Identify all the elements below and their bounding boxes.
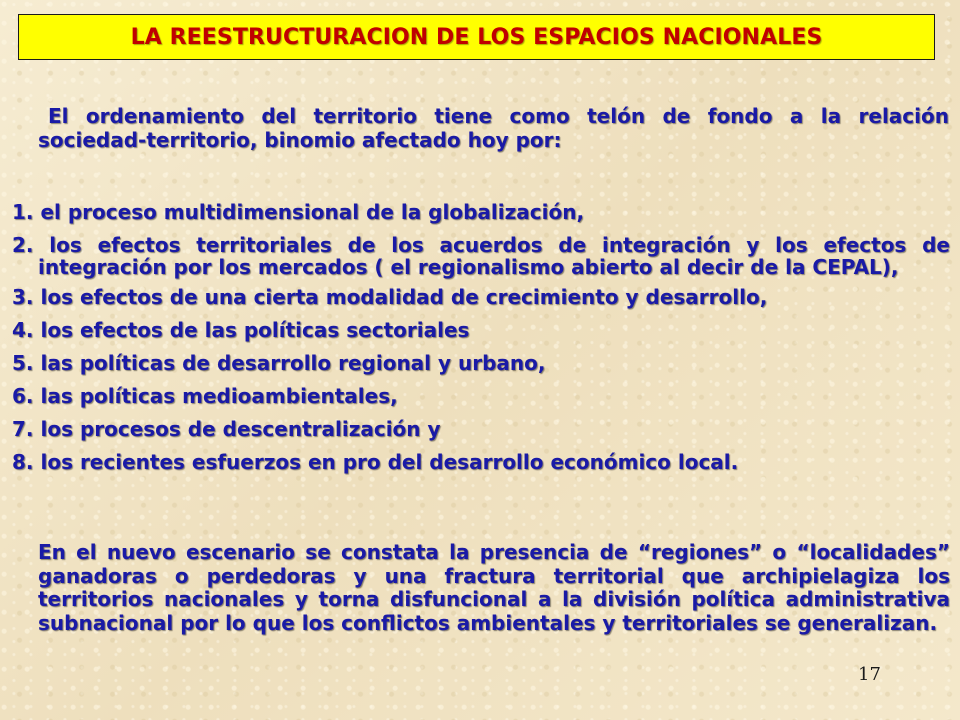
title-banner	[18, 14, 935, 60]
list-item: 3. los efectos de una cierta modalidad de crecimiento y desarrollo,	[12, 285, 768, 309]
slide-title: LA REESTRUCTURACION DE LOS ESPACIOS NACIONALES	[130, 24, 823, 50]
intro-paragraph: El ordenamiento del territorio tiene como telón de fondo a la relación sociedad-territorio, binomio afectado hoy por:	[38, 104, 949, 152]
list-item: 5. las políticas de desarrollo regional y urbano,	[12, 351, 546, 375]
slide-number: 17	[858, 664, 881, 685]
factors-list	[12, 201, 950, 484]
list-item: 8. los recientes esfuerzos en pro del desarrollo económico local.	[12, 450, 739, 474]
list-item: 1. el proceso multidimensional de la globalización,	[12, 200, 585, 224]
list-item: 2. los efectos territoriales de los acuerdos de integración y los efectos de integración por los mercados ( el regionalismo abierto al decir de la CEPAL),	[12, 233, 950, 279]
list-item: 4. los efectos de las políticas sectoriales	[12, 318, 470, 342]
list-item: 7. los procesos de descentralización y	[12, 417, 441, 441]
list-item: 6. las políticas medioambientales,	[12, 384, 398, 408]
closing-paragraph: En el nuevo escenario se constata la presencia de “regiones” o “localidades” ganadoras o perdedoras y una fractura territorial que archipielagiza los territorios nacionales y torna disfuncional a la división política administrativa subnacional por lo que los conflictos ambientales y territoriales se generalizan.	[38, 540, 950, 635]
